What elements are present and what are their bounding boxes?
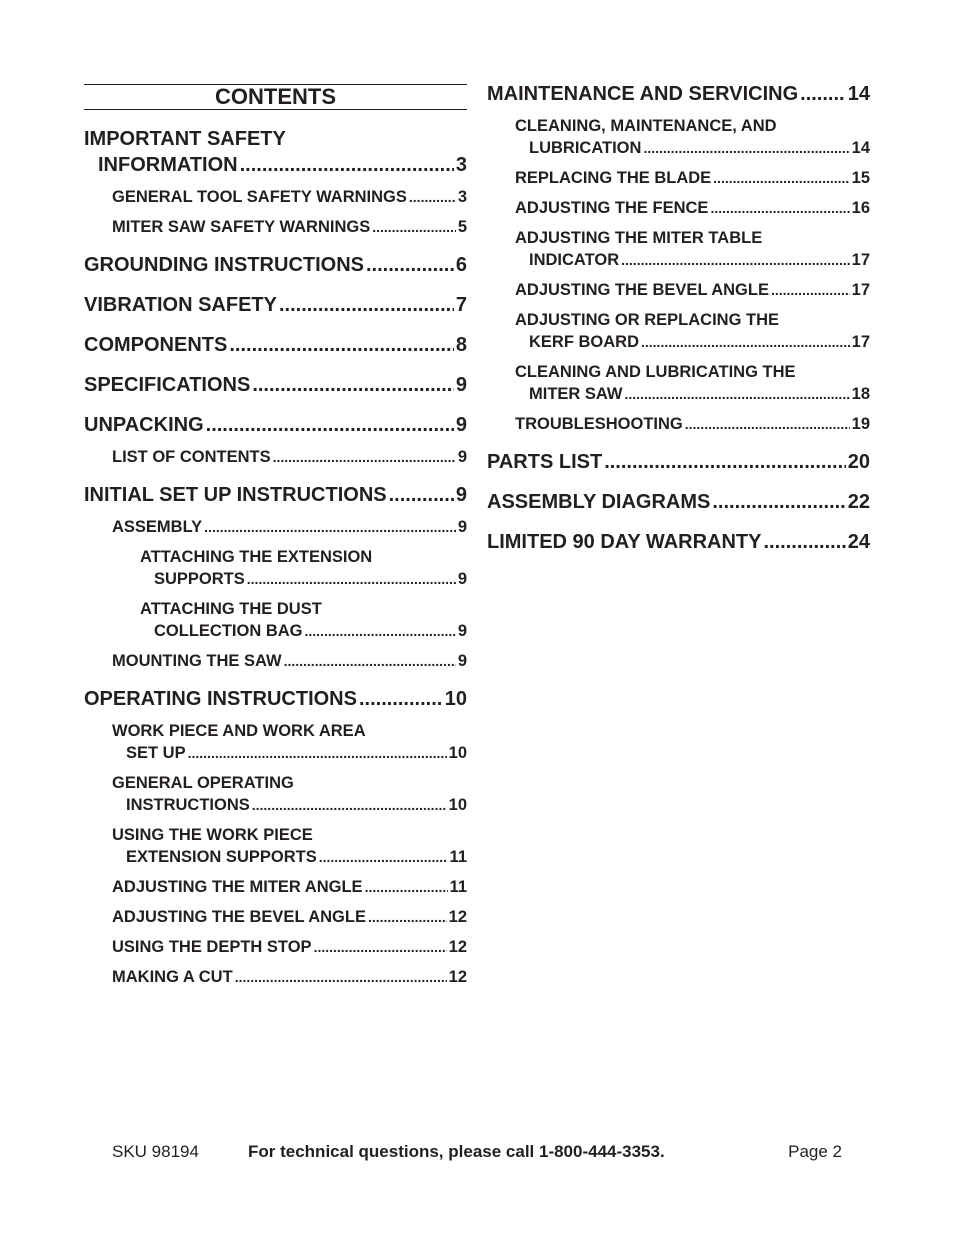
toc-entry-assembly[interactable] [84,516,467,538]
dot-leader [365,876,448,898]
toc-page-number: 15 [851,169,870,187]
toc-entry-title: MOUNTING THE SAW [112,652,282,670]
toc-entry-operating-instructions[interactable] [84,686,467,712]
toc-entry-general-operating-instructions[interactable] [84,772,467,816]
toc-page-number: 14 [847,83,870,105]
toc-entry-assembly-diagrams[interactable] [487,489,870,515]
toc-entry-title: MAINTENANCE AND SERVICING [487,83,799,105]
dot-leader [641,331,850,353]
dot-leader [206,412,454,438]
toc-entry-title: MITER SAW [529,385,623,403]
toc-page-number: 10 [444,688,467,710]
toc-page-number: 18 [851,385,870,403]
toc-entry-adjusting-the-fence[interactable] [487,197,870,219]
toc-page-number: 6 [455,254,467,276]
contents-heading: CONTENTS [84,84,467,110]
toc-entry-adjusting-or-replacing-the-kerf-board[interactable] [487,309,870,353]
toc-entry-title: INFORMATION [98,154,238,176]
toc-entry-important-safety-information[interactable] [84,126,467,178]
toc-entry-grounding-instructions[interactable] [84,252,467,278]
toc-entry-components[interactable] [84,332,467,358]
toc-entry-title-line: GENERAL OPERATING [112,774,294,792]
toc-entry-title: USING THE DEPTH STOP [112,938,312,956]
toc-entry-using-the-depth-stop[interactable] [84,936,467,958]
toc-entry-title: INSTRUCTIONS [126,796,250,814]
toc-page-number: 8 [455,334,467,356]
toc-entry-title: COLLECTION BAG [154,622,303,640]
toc-entry-troubleshooting[interactable] [487,413,870,435]
toc-page-number: 17 [851,251,870,269]
dot-leader [252,794,447,816]
dot-leader [389,482,454,508]
toc-entry-replacing-the-blade[interactable] [487,167,870,189]
dot-leader [305,620,456,642]
dot-leader [685,413,850,435]
toc-entry-mounting-the-saw[interactable] [84,650,467,672]
toc-entry-title: EXTENSION SUPPORTS [126,848,317,866]
toc-page-number: 3 [455,154,467,176]
toc-entry-initial-set-up-instructions[interactable] [84,482,467,508]
dot-leader [800,81,846,107]
dot-leader [252,372,454,398]
toc-page-number: 9 [457,622,467,640]
toc-entry-attaching-the-dust-collection-bag[interactable] [84,598,467,642]
toc-page-number: 11 [449,878,467,896]
toc-page-number: 9 [457,518,467,536]
dot-leader [604,449,846,475]
toc-entry-adjusting-the-miter-table-indicator[interactable] [487,227,870,271]
toc-page-number: 9 [457,652,467,670]
toc-page-number: 9 [455,374,467,396]
dot-leader [240,152,454,178]
toc-entry-using-the-work-piece-extension-supports[interactable] [84,824,467,868]
dot-leader [366,252,454,278]
toc-entry-title-line: ATTACHING THE DUST [140,600,322,618]
toc-entry-cleaning-maintenance-and-lubrication[interactable] [487,115,870,159]
toc-entry-title-line: ATTACHING THE EXTENSION [140,548,373,566]
dot-leader [763,529,845,555]
toc-entry-adjusting-the-bevel-angle[interactable] [84,906,467,928]
toc-entry-title: INDICATOR [529,251,620,269]
toc-entry-title: ADJUSTING THE BEVEL ANGLE [515,281,769,299]
toc-page-number: 17 [851,333,870,351]
toc-list-left [84,126,467,988]
toc-entry-title: INITIAL SET UP INSTRUCTIONS [84,484,387,506]
dot-leader [710,197,849,219]
toc-entry-title: GROUNDING INSTRUCTIONS [84,254,364,276]
toc-entry-miter-saw-safety-warnings[interactable] [84,216,467,238]
toc-entry-title: GENERAL TOOL SAFETY WARNINGS [112,188,407,206]
toc-entry-maintenance-and-servicing[interactable] [487,81,870,107]
toc-page-number: 20 [847,451,870,473]
toc-page-number: 24 [847,531,870,553]
toc-page-number: 12 [448,968,467,986]
dot-leader [621,249,850,271]
dot-leader [712,489,845,515]
toc-entry-title-line: USING THE WORK PIECE [112,826,313,844]
toc-entry-title: SPECIFICATIONS [84,374,251,396]
dot-leader [359,686,443,712]
toc-entry-vibration-safety[interactable] [84,292,467,318]
toc-entry-title: LIST OF CONTENTS [112,448,271,466]
toc-entry-limited-90-day-warranty[interactable] [487,529,870,555]
toc-entry-title: ADJUSTING THE MITER ANGLE [112,878,363,896]
toc-entry-title: OPERATING INSTRUCTIONS [84,688,357,710]
toc-page-number: 11 [449,848,467,866]
toc-entry-title: MAKING A CUT [112,968,233,986]
toc-entry-title: MITER SAW SAFETY WARNINGS [112,218,371,236]
dot-leader [235,966,447,988]
toc-entry-title: SUPPORTS [154,570,245,588]
toc-entry-title: KERF BOARD [529,333,639,351]
dot-leader [771,279,850,301]
toc-entry-unpacking[interactable] [84,412,467,438]
toc-left-column [84,84,467,988]
page-number: Page 2 [788,1142,842,1161]
technical-support-line: For technical questions, please call 1-800-444-3353. [248,1142,665,1161]
dot-leader [284,650,456,672]
toc-page-number: 22 [847,491,870,513]
toc-entry-title-line: CLEANING, MAINTENANCE, AND [515,117,777,135]
toc-entry-title: REPLACING THE BLADE [515,169,712,187]
sku-label: SKU 98194 [112,1142,199,1161]
toc-entry-adjusting-the-bevel-angle[interactable] [487,279,870,301]
dot-leader [643,137,849,159]
toc-list-right [487,81,870,555]
toc-entry-adjusting-the-miter-angle[interactable] [84,876,467,898]
toc-page-number: 5 [457,218,467,236]
toc-entry-cleaning-and-lubricating-the-miter-saw[interactable] [487,361,870,405]
toc-entry-title: SET UP [126,744,186,762]
toc-entry-title-line: CLEANING AND LUBRICATING THE [515,363,796,381]
dot-leader [229,332,454,358]
toc-entry-title: VIBRATION SAFETY [84,294,277,316]
toc-page-number: 3 [457,188,467,206]
toc-page-number: 16 [851,199,870,217]
toc-entry-title-line: ADJUSTING OR REPLACING THE [515,311,780,329]
toc-entry-title-line: WORK PIECE AND WORK AREA [112,722,366,740]
toc-page-number: 17 [851,281,870,299]
toc-entry-work-piece-and-work-area-set-up[interactable] [84,720,467,764]
toc-entry-specifications[interactable] [84,372,467,398]
dot-leader [314,936,447,958]
dot-leader [279,292,454,318]
dot-leader [204,516,456,538]
dot-leader [319,846,448,868]
toc-page-number: 9 [455,414,467,436]
toc-entry-title: TROUBLESHOOTING [515,415,683,433]
toc-entry-general-tool-safety-warnings[interactable] [84,186,467,208]
toc-entry-list-of-contents[interactable] [84,446,467,468]
toc-entry-title: ADJUSTING THE FENCE [515,199,709,217]
toc-page-number: 12 [448,938,467,956]
dot-leader [409,186,456,208]
toc-page-number: 12 [448,908,467,926]
toc-entry-title: ASSEMBLY DIAGRAMS [487,491,711,513]
toc-right-column [487,84,870,555]
toc-page-number: 9 [457,448,467,466]
toc-entry-making-a-cut[interactable] [84,966,467,988]
toc-page-number: 10 [448,796,467,814]
toc-entry-attaching-the-extension-supports[interactable] [84,546,467,590]
toc-entry-title: COMPONENTS [84,334,228,356]
toc-entry-title: PARTS LIST [487,451,603,473]
toc-page-number: 19 [851,415,870,433]
toc-entry-title-line: ADJUSTING THE MITER TABLE [515,229,763,247]
page-footer [112,1140,842,1164]
dot-leader [372,216,456,238]
dot-leader [188,742,447,764]
dot-leader [368,906,447,928]
dot-leader [713,167,849,189]
dot-leader [625,383,850,405]
toc-entry-title: ADJUSTING THE BEVEL ANGLE [112,908,366,926]
toc-entry-title-line: IMPORTANT SAFETY [84,128,286,150]
dot-leader [247,568,456,590]
toc-entry-title: UNPACKING [84,414,204,436]
toc-entry-parts-list[interactable] [487,449,870,475]
dot-leader [273,446,456,468]
toc-page-number: 7 [455,294,467,316]
toc-entry-title: LIMITED 90 DAY WARRANTY [487,531,762,553]
toc-entry-title: ASSEMBLY [112,518,203,536]
toc-entry-title: LUBRICATION [529,139,642,157]
toc-page-number: 14 [851,139,870,157]
toc-page-number: 10 [448,744,467,762]
toc-page-number: 9 [457,570,467,588]
toc-page-number: 9 [455,484,467,506]
